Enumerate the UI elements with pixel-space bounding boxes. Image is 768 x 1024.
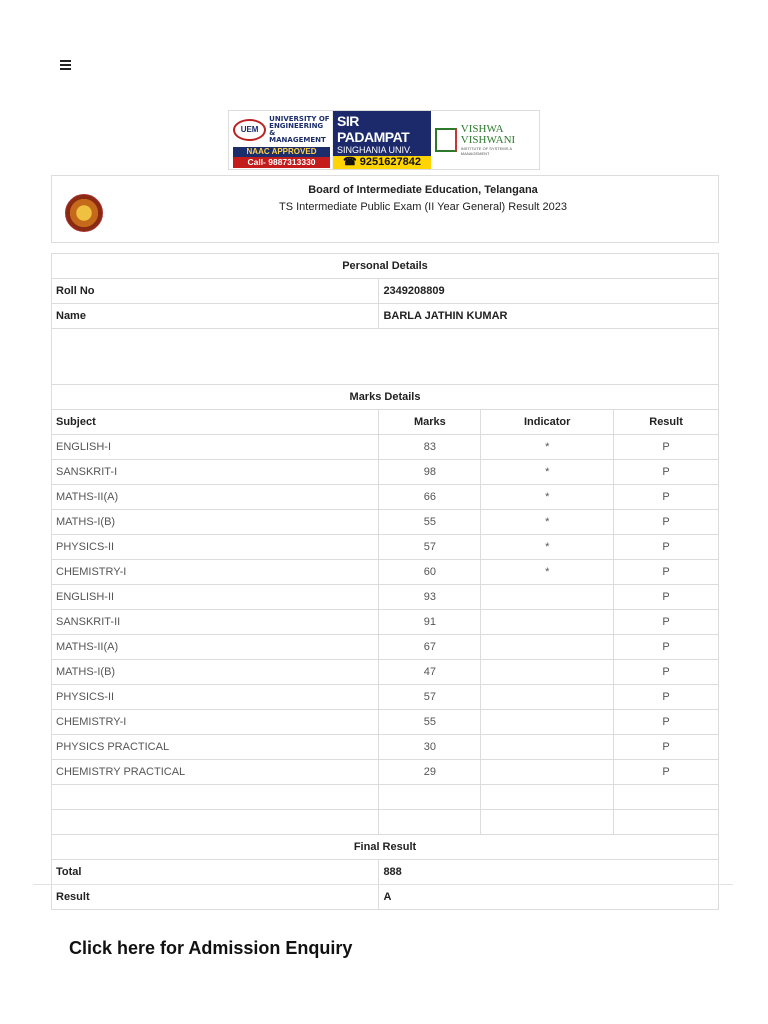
subject-row (52, 585, 719, 610)
subject-cell: PHYSICS-II (52, 685, 379, 710)
personal-details-heading: Personal Details (52, 254, 719, 279)
indicator-cell (481, 710, 614, 735)
admission-enquiry-link[interactable]: Click here for Admission Enquiry (69, 938, 353, 958)
subject-cell: ENGLISH-II (52, 585, 379, 610)
total-value: 888 (379, 860, 719, 885)
result-cell: P (614, 635, 719, 660)
vishwa-vishwani-ad[interactable]: VISHWA VISHWANI INSTITUTE OF SYSTEMS & MANAGEMENT (431, 111, 537, 169)
uem-name: UNIVERSITY OF ENGINEERING & MANAGEMENT (269, 114, 330, 144)
indicator-cell: * (481, 560, 614, 585)
subject-cell: MATHS-I(B) (52, 510, 379, 535)
marks-cell: 93 (379, 585, 481, 610)
subject-cell: ENGLISH-I (52, 435, 379, 460)
marks-cell: 55 (379, 710, 481, 735)
divider (33, 884, 733, 885)
name-label: Name (52, 304, 379, 329)
result-cell: P (614, 485, 719, 510)
sps-ad[interactable] (333, 111, 431, 169)
subject-cell: CHEMISTRY-I (52, 560, 379, 585)
subject-row (52, 610, 719, 635)
subject-row (52, 460, 719, 485)
subject-row (52, 635, 719, 660)
subject-cell: MATHS-II(A) (52, 635, 379, 660)
result-table (51, 253, 719, 910)
subject-row (52, 435, 719, 460)
result-header (51, 175, 719, 243)
roll-no-value: 2349208809 (379, 279, 719, 304)
result-value: A (379, 885, 719, 910)
subject-cell: MATHS-I(B) (52, 660, 379, 685)
marks-cell: 67 (379, 635, 481, 660)
empty-row (52, 785, 719, 810)
subject-cell: MATHS-II(A) (52, 485, 379, 510)
board-emblem-icon (65, 194, 103, 232)
sps-phone: ☎ 9251627842 (333, 156, 431, 169)
indicator-cell (481, 610, 614, 635)
indicator-cell: * (481, 485, 614, 510)
result-cell: P (614, 585, 719, 610)
indicator-cell (481, 585, 614, 610)
indicator-cell (481, 635, 614, 660)
marks-cell: 29 (379, 760, 481, 785)
spacer-row (52, 329, 719, 385)
name-value: BARLA JATHIN KUMAR (379, 304, 719, 329)
result-cell: P (614, 685, 719, 710)
subject-cell: PHYSICS PRACTICAL (52, 735, 379, 760)
subject-cell: PHYSICS-II (52, 535, 379, 560)
board-title: Board of Intermediate Education, Telangana (308, 184, 538, 196)
marks-cell: 47 (379, 660, 481, 685)
result-cell: P (614, 535, 719, 560)
subject-row (52, 535, 719, 560)
indicator-cell: * (481, 535, 614, 560)
marks-cell: 60 (379, 560, 481, 585)
marks-details-heading: Marks Details (52, 385, 719, 410)
marks-cell: 57 (379, 535, 481, 560)
marks-cell: 83 (379, 435, 481, 460)
naac-badge: NAAC APPROVED (233, 147, 330, 157)
hamburger-menu-icon[interactable] (56, 58, 74, 76)
indicator-cell (481, 735, 614, 760)
roll-no-label: Roll No (52, 279, 379, 304)
subject-cell: CHEMISTRY-I (52, 710, 379, 735)
subject-row (52, 710, 719, 735)
result-cell: P (614, 460, 719, 485)
indicator-cell (481, 760, 614, 785)
uem-ad[interactable] (229, 111, 333, 169)
result-cell: P (614, 435, 719, 460)
sps-sub: SINGHANIA UNIV. (337, 145, 412, 155)
subject-cell: SANSKRIT-I (52, 460, 379, 485)
result-cell: P (614, 760, 719, 785)
result-cell: P (614, 660, 719, 685)
uem-logo: UEM (233, 119, 266, 141)
total-label: Total (52, 860, 379, 885)
marks-cell: 57 (379, 685, 481, 710)
indicator-cell (481, 660, 614, 685)
exam-title: TS Intermediate Public Exam (II Year General) Result 2023 (279, 201, 567, 213)
result-header-cell: Result (614, 410, 719, 435)
ad-banner[interactable] (228, 110, 540, 170)
subject-row (52, 660, 719, 685)
marks-header-row (52, 410, 719, 435)
result-cell: P (614, 510, 719, 535)
final-result-heading: Final Result (52, 835, 719, 860)
indicator-header: Indicator (481, 410, 614, 435)
empty-row (52, 810, 719, 835)
subject-cell: SANSKRIT-II (52, 610, 379, 635)
indicator-cell: * (481, 510, 614, 535)
marks-cell: 66 (379, 485, 481, 510)
result-cell: P (614, 710, 719, 735)
subject-header: Subject (52, 410, 379, 435)
marks-cell: 55 (379, 510, 481, 535)
indicator-cell: * (481, 460, 614, 485)
result-label: Result (52, 885, 379, 910)
subject-row (52, 510, 719, 535)
subject-row (52, 560, 719, 585)
indicator-cell: * (481, 435, 614, 460)
sps-name: SIR PADAMPAT (337, 113, 410, 145)
result-cell: P (614, 735, 719, 760)
indicator-cell (481, 685, 614, 710)
subject-row (52, 685, 719, 710)
subject-row (52, 735, 719, 760)
vishwa-vishwani-logo-icon (435, 128, 457, 152)
marks-cell: 91 (379, 610, 481, 635)
subject-row (52, 760, 719, 785)
subject-cell: CHEMISTRY PRACTICAL (52, 760, 379, 785)
marks-cell: 30 (379, 735, 481, 760)
marks-header: Marks (379, 410, 481, 435)
uem-call: Call- 9887313330 (233, 157, 330, 168)
marks-cell: 98 (379, 460, 481, 485)
result-cell: P (614, 610, 719, 635)
subject-row (52, 485, 719, 510)
result-cell: P (614, 560, 719, 585)
